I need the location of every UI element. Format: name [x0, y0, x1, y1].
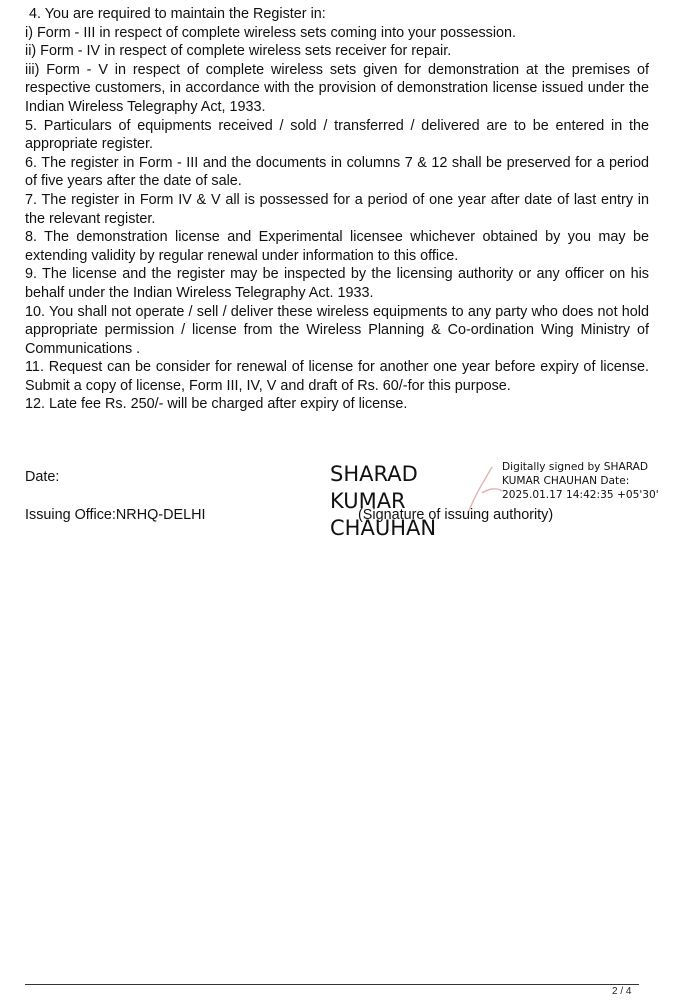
condition-paragraph: 11. Request can be consider for renewal of license for another one year before expiry of license. Submit a copy of license, Form III, IV, V and draft of Rs. 60/-for this purpose. [25, 359, 649, 394]
condition-paragraph: 4. You are required to maintain the Register in: [29, 6, 326, 22]
condition-paragraph: 8. The demonstration license and Experimental licensee whichever obtained by you may be extending validity by regular renewal under information to this office. [25, 229, 649, 264]
issuing-office: Issuing Office:NRHQ-DELHI [25, 507, 206, 523]
signer-name: SHARAD KUMAR CHAUHAN [330, 462, 437, 540]
condition-paragraph: 6. The register in Form - III and the documents in columns 7 & 12 shall be preserved for a period of five years after the date of sale. [25, 154, 649, 190]
digital-signature-details: Digitally signed by SHARAD KUMAR CHAUHAN Date: 2025.01.17 14:42:35 +05'30' [502, 461, 659, 502]
page-number: 2 / 4 [612, 986, 632, 997]
signature-caption: (Signature of issuing authority) [358, 507, 554, 523]
condition-paragraph: ii) Form - IV in respect of complete wireless sets receiver for repair. [25, 43, 452, 60]
signature-block [0, 455, 687, 540]
condition-paragraph: 5. Particulars of equipments received / sold / transferred / delivered are to be entered in the appropriate register. [25, 117, 649, 153]
footer-divider [25, 984, 639, 985]
condition-paragraph: iii) Form - V in respect of complete wireless sets given for demonstration at the premises of respective customers, in accordance with the provision of demonstration license issued under the Indian Wireless Telegraphy Act, 1933. [25, 61, 649, 115]
condition-paragraph: 7. The register in Form IV & V all is possessed for a period of one year after date of last entry in the relevant register. [25, 191, 649, 227]
condition-paragraph: 12. Late fee Rs. 250/- will be charged after expiry of license. [25, 396, 408, 413]
condition-paragraph: i) Form - III in respect of complete wireless sets coming into your possession. [25, 24, 517, 41]
date-label: Date: [25, 469, 60, 485]
conditions-body [25, 5, 649, 414]
condition-paragraph: 10. You shall not operate / sell / deliver these wireless equipments to any party who does not hold appropriate permission / license from the Wireless Planning & Co-ordination Wing Ministry of Communications . [25, 303, 649, 357]
condition-paragraph: 9. The license and the register may be inspected by the licensing authority or any officer on his behalf under the Indian Wireless Telegraphy Act. 1933. [25, 266, 649, 301]
